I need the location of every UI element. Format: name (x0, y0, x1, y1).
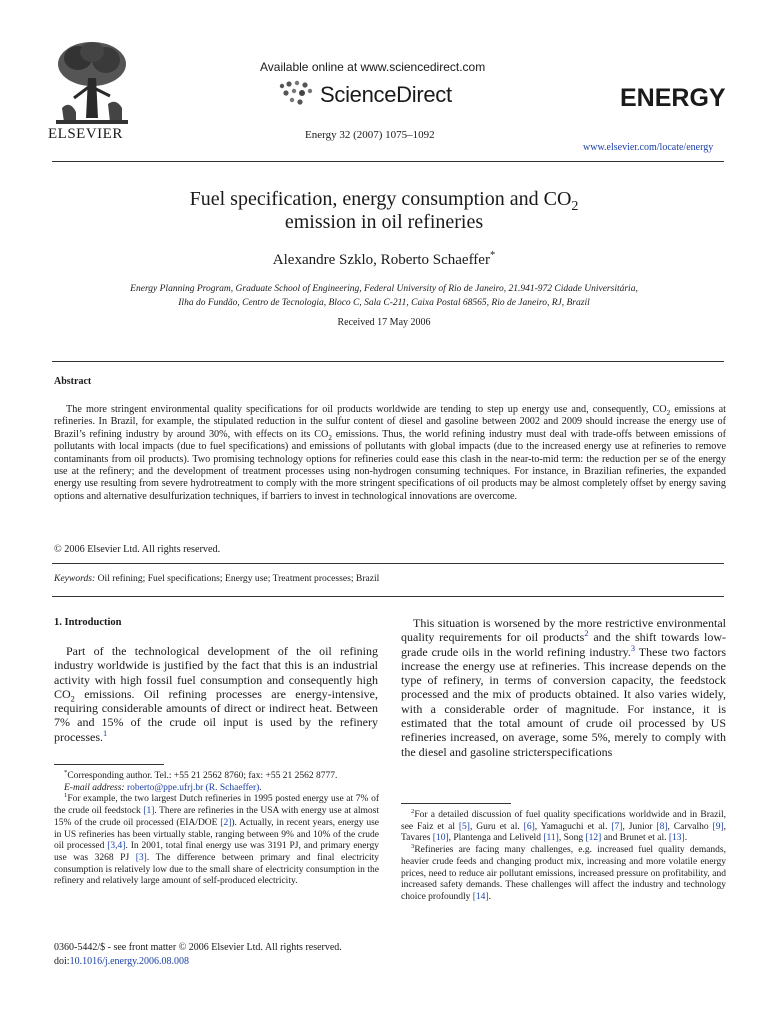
abstract-text-2: emissions at refineries. In Brazil, for example, the stipulated reduction in the sulfur content of diesel and gasoline between 2002 and 2009 should increase the energy use of Brazil’s refining industry by around 30%, with effects on its CO (54, 404, 726, 440)
author-list (60, 252, 708, 269)
title-line-2: emission in oil refineries (284, 211, 484, 233)
fn2-text-j: . (684, 833, 688, 844)
fn2-text-g: , Plantenga and Leliveld (448, 833, 544, 844)
fn2-text-i: and Brunet et al. (601, 833, 669, 844)
intro-text-1: Part of the technological development of the oil refining industry worldwide is justified by the fact that this is an industrial activity with high fossil fuel consumption and consequently high CO (54, 644, 378, 701)
ref-link-13[interactable]: [13] (668, 833, 685, 844)
fn1-text-e: . The difference between primary and final electricity consumption is relatively low due to the small share of electricity consumption in the refinery and relatively large amount of self-produced electricity. (54, 852, 380, 887)
footnote-rule-left (54, 764, 164, 765)
available-online-text: Available online at www.sciencedirect.com (260, 60, 486, 74)
ref-link-2[interactable]: [2] (220, 817, 232, 828)
affiliation-line-2: Ilha do Fundão, Centro de Tecnologia, Bloco C, Sala C-211, Caixa Postal 68565, Rio de Janeiro, RJ, Brazil (178, 298, 590, 308)
title-subscript: 2 (571, 199, 579, 214)
ref-link-1[interactable]: [1] (143, 806, 155, 817)
footnote-rule-right (401, 803, 511, 804)
abstract-heading: Abstract (54, 376, 92, 387)
intro-sub-1: 2 (70, 694, 75, 704)
ref-link-10[interactable]: [10] (432, 833, 449, 844)
abstract-sub-2: 2 (328, 433, 332, 442)
ref-link-14[interactable]: [14] (472, 891, 489, 902)
footnote-ref-2[interactable]: 2 (584, 629, 589, 639)
ref-link-8[interactable]: [8] (656, 821, 668, 832)
abstract-copyright: © 2006 Elsevier Ltd. All rights reserved. (54, 544, 221, 555)
fn2-text-c: , Yamaguchi et al. (534, 821, 612, 832)
ref-link-11[interactable]: [11] (543, 833, 559, 844)
doi-label: doi: (54, 956, 70, 967)
intro-text-4: and the shift towards low-grade crude oils in the world refining industry. (401, 630, 726, 659)
footnote-1 (54, 794, 379, 888)
corresponding-author-note (54, 768, 379, 783)
title-line-1: Fuel specification, energy consumption and CO (189, 188, 572, 210)
footnote-ref-1[interactable]: 1 (102, 728, 108, 738)
ref-link-9[interactable]: [9] (712, 821, 724, 832)
fn2-text-h: , Song (558, 833, 586, 844)
article-title (60, 188, 708, 234)
ref-link-7[interactable]: [7] (611, 821, 623, 832)
fn2-text-e: , Carvalho (667, 821, 713, 832)
fn3-mark: 3 (411, 842, 415, 850)
fn2-mark: 2 (411, 807, 415, 815)
email-note (54, 783, 379, 795)
header-rule (52, 161, 724, 162)
fn1-mark: 1 (64, 792, 68, 800)
issn-line: 0360-5442/$ - see front matter © 2006 Elsevier Ltd. All rights reserved. (54, 942, 342, 953)
ref-link-3-4[interactable]: [3,4] (107, 841, 126, 852)
fn3-text-a: Refineries are facing many challenges, e.g. increased fuel quality demands, heavier crude feeds and changing product mix, increasing and more volatile energy prices, need to reduce air pollutant emissions, increased pressure on profitability, and increased safety demands. These challenges will affect the industry and technology choice profoundly (401, 845, 726, 902)
fn2-text-f: , Tavares (401, 821, 726, 844)
intro-column-left (54, 644, 378, 744)
journal-citation: Energy 32 (2007) 1075–1092 (305, 129, 435, 141)
received-date: Received 17 May 2006 (337, 317, 431, 328)
intro-text-3: This situation is worsened by the more restrictive environmental quality requirements for oil products (401, 616, 726, 645)
fn2-text-d: , Junior (622, 821, 657, 832)
abstract-sub-1: 2 (666, 409, 671, 418)
email-name-link[interactable]: (R. Schaeffer). (205, 782, 262, 793)
fn3-text-b: . (488, 891, 491, 902)
journal-homepage-link[interactable]: www.elsevier.com/locate/energy (583, 142, 714, 153)
abstract-body (54, 404, 726, 503)
abstract-text-1: The more stringent environmental quality specifications for oil products worldwide are tending to step up energy use and, consequently, CO (66, 404, 667, 415)
corr-mark: * (64, 768, 68, 776)
fn2-text-b: , Guru et al. (469, 821, 524, 832)
corr-text: Corresponding author. Tel.: +55 21 2562 8760; fax: +55 21 2562 8777. (67, 771, 338, 781)
intro-column-right (401, 616, 726, 759)
footnote-ref-3[interactable]: 3 (630, 643, 636, 653)
fn1-text-c: ). Actually, in recent years, energy use in US refineries has been virtually stable, ranging between 9% and 10% of the crude oil processed (54, 817, 379, 852)
footnote-2 (401, 807, 726, 845)
abstract-text-3: emissions. Thus, the world refining industry must deal with trade-offs between emissions of pollutants with local impacts (due to fuel specifications) and emissions of pollutants with global impacts (due to the increased energy use at refineries to remove contaminants from oil products). Two promising technology options for refineries could ease this clash in the near-to-mid term: the reduction per se of the energy use at the refinery; and the development of treatment processes using non-hydrogen consuming techniques. For instance, in Brazilian refineries, the expanded energy use resulting from severe hydrotreatment to comply with the more stringent specifications of oil products may be almost completely offset by energy saving options and alternative desulfurization techniques, if barriers to invest in technological innovations are overcome. (54, 428, 726, 502)
fn2-text-a: For a detailed discussion of fuel quality specifications worldwide and in Brazil, see Faiz et al (401, 810, 726, 832)
footnote-3 (401, 842, 726, 904)
affiliation (60, 282, 708, 310)
section-heading-introduction: 1. Introduction (54, 617, 122, 628)
intro-text-2: emissions. Oil refining processes are energy-intensive, requiring considerable amounts of direct or indirect heat. Between 7% and 15% of the crude oil input is used by the refinery processes. (54, 686, 378, 744)
front-matter-footer (54, 941, 342, 969)
authors-text: Alexandre Szklo, Roberto Schaeffer (272, 252, 490, 268)
ref-link-3[interactable]: [3] (135, 852, 147, 863)
keywords-label: Keywords: (54, 573, 96, 584)
corresponding-author-mark[interactable]: * (489, 250, 496, 261)
doi-link[interactable]: 10.1016/j.energy.2006.08.008 (69, 956, 189, 967)
footnotes-right (401, 807, 726, 904)
ref-link-12[interactable]: [12] (585, 833, 602, 844)
fn1-text-b: . There are refineries in the USA with energy use at almost 15% of the crude oil processed (EIA/DOE (54, 806, 379, 828)
fn1-text-d: . In 2001, total final energy use was 3191 PJ, and primary energy use was 3268 PJ (54, 841, 379, 863)
email-label: E-mail address: (64, 782, 125, 793)
keywords-bottom-rule (52, 596, 724, 597)
abstract-top-rule (52, 361, 724, 362)
intro-text-5: These two factors increase the energy use at refineries. This increase depends on the type of refinery, in terms of conversion capacity, the feedstock processed and the mix of products obtained. It also varies widely, with a considerable order of magnitude. For instance, it is estimated that the total amount of crude oil processed by US refineries increased, on average, some 5%, merely to comply with the diesel and gasoline stricterspecifications (401, 644, 726, 759)
ref-link-6[interactable]: [6] (523, 821, 535, 832)
keywords-top-rule (52, 563, 724, 564)
sciencedirect-wordmark: ScienceDirect (320, 82, 452, 107)
footnotes-left (54, 768, 380, 888)
journal-wordmark: ENERGY (620, 84, 726, 112)
elsevier-tree-logo-icon (52, 38, 132, 126)
ref-link-5[interactable]: [5] (458, 821, 470, 832)
keywords-list: Oil refining; Fuel specifications; Energy use; Treatment processes; Brazil (95, 573, 380, 584)
affiliation-line-1: Energy Planning Program, Graduate School of Engineering, Federal University of Rio de Janeiro, 21.941-972 Cidade Universitária, (130, 284, 638, 294)
email-link[interactable]: roberto@ppe.ufrj.br (126, 782, 204, 793)
sciencedirect-dots-icon (278, 80, 314, 108)
publisher-name: ELSEVIER (48, 126, 123, 142)
fn1-text-a: For example, the two largest Dutch refineries in 1995 posted energy use at 7% of the crude oil feedstock (54, 794, 379, 817)
keywords (54, 573, 379, 584)
